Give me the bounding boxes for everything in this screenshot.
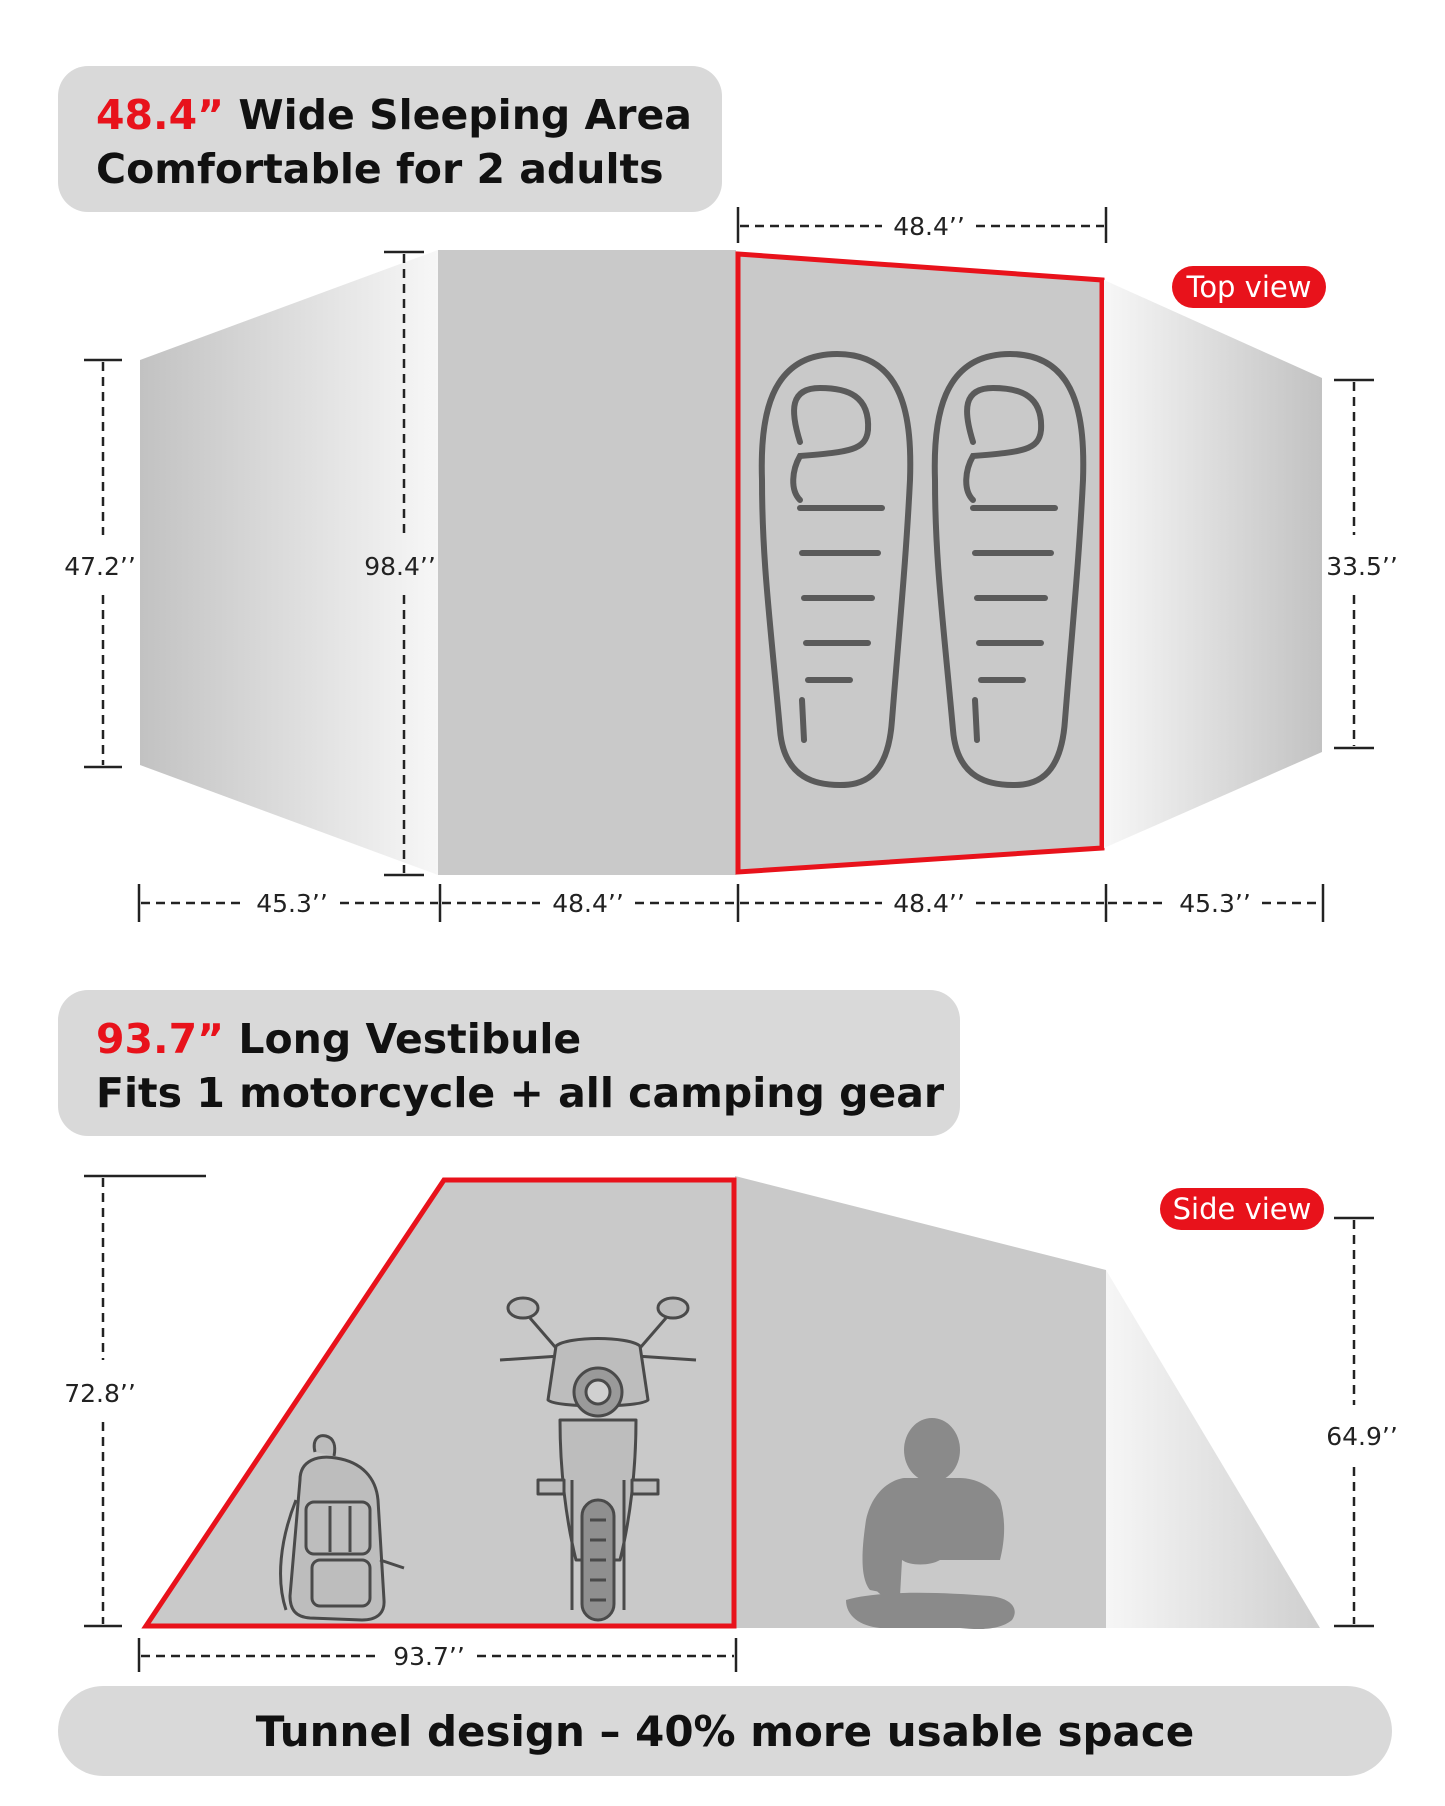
top-view-label [1172,266,1326,308]
svg-text:Top view: Top view [1186,270,1312,304]
vestibule-capacity-text: Fits 1 motorcycle + all camping gear [96,1069,945,1117]
rear-height-label: 64.9’’ [1326,1422,1398,1451]
bottom-seg-3-label: 48.4’’ [893,889,965,918]
side-view [64,1176,1398,1672]
top-middle-room [438,250,736,875]
sleeping-capacity-text: Comfortable for 2 adults [96,145,664,193]
left-end-height-label: 47.2’’ [64,552,136,581]
vestibule-length-highlight: 93.7” [96,1015,225,1063]
bottom-seg-1-label: 45.3’’ [256,889,328,918]
top-room-width-label: 48.4’’ [893,212,965,241]
sleeping-room [738,254,1102,872]
sleeping-width-highlight: 48.4” [96,91,225,139]
sleeping-headline-text: Wide Sleeping Area [224,91,692,139]
vestibule-headline-text: Long Vestibule [224,1015,582,1063]
center-height-label: 98.4’’ [364,552,436,581]
front-height-label: 72.8’’ [64,1379,136,1408]
tunnel-design-banner [58,1686,1392,1776]
side-view-label [1160,1188,1324,1230]
tunnel-design-text: Tunnel design – 40% more usable space [255,1706,1195,1756]
top-right-end [1104,280,1322,848]
side-rear-end [1106,1270,1320,1628]
top-view [64,207,1398,922]
bottom-seg-4-label: 45.3’’ [1179,889,1251,918]
svg-text:Side view: Side view [1172,1192,1312,1226]
bottom-seg-2-label: 48.4’’ [552,889,624,918]
vestibule-length-label: 93.7’’ [393,1642,465,1671]
right-end-height-label: 33.5’’ [1326,552,1398,581]
